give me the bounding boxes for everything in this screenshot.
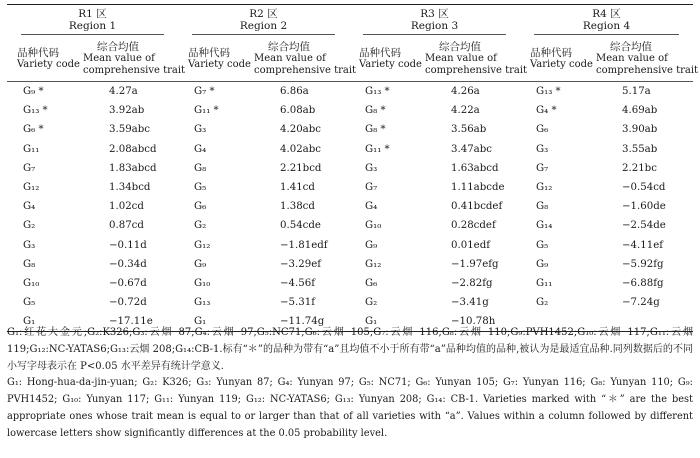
- mean-value-cell: −7.24g: [622, 297, 660, 309]
- variety-code-cell: G₁₄: [536, 220, 553, 232]
- region-title-en: Region 3: [363, 20, 506, 35]
- variety-code-header: [7, 37, 81, 82]
- region-title-en: Region 2: [192, 20, 335, 35]
- variety-code-cell: G₁₀: [194, 277, 211, 289]
- variety-code-cell: G₃: [194, 124, 207, 136]
- table-row: [7, 120, 693, 139]
- mean-value-header: [423, 37, 528, 82]
- variety-code-cell: G₆: [194, 201, 207, 213]
- mean-value-cell: 1.83abcd: [109, 162, 157, 174]
- variety-code-cell: G₂: [23, 220, 36, 232]
- mean-value-cell: 3.59abc: [109, 124, 150, 136]
- region-title-zh: R4 区: [592, 7, 621, 20]
- variety-code-cell: G₁₂: [536, 182, 553, 194]
- variety-code-header-zh: 品种代码: [359, 46, 401, 59]
- variety-code-cell: G₁₁: [23, 143, 40, 155]
- table-row: [7, 178, 693, 197]
- mean-value-cell: 4.20abc: [280, 124, 321, 136]
- mean-value-cell: 0.28cdef: [451, 220, 496, 232]
- mean-value-cell: 2.08abcd: [109, 143, 157, 155]
- mean-value-cell: 6.08ab: [280, 105, 316, 117]
- mean-value-cell: 3.55ab: [622, 143, 658, 155]
- mean-value-header-zh: 综合均值: [610, 40, 652, 53]
- variety-code-cell: G₁₃: [194, 297, 211, 309]
- mean-value-header: [81, 37, 186, 82]
- mean-value-cell: 3.92ab: [109, 105, 145, 117]
- mean-value-cell: −3.29ef: [280, 258, 322, 270]
- variety-code-header: [349, 37, 423, 82]
- table-row: [7, 255, 693, 274]
- variety-code-header-en: Variety code: [530, 59, 593, 70]
- mean-value-cell: 1.02cd: [109, 201, 144, 213]
- mean-value-cell: −2.54de: [622, 220, 666, 232]
- variety-code-cell: G₁₂: [194, 239, 211, 251]
- region-header: [520, 5, 693, 38]
- table-row: [7, 236, 693, 255]
- mean-value-header-en1: Mean value of: [425, 53, 497, 65]
- mean-value-header-en2: comprehensive trait: [83, 64, 186, 76]
- mean-value-header-en2: comprehensive trait: [425, 64, 528, 76]
- variety-code-cell: G₆ *: [23, 124, 44, 136]
- variety-code-cell: G₁₀: [365, 220, 382, 232]
- variety-code-header-en: Variety code: [17, 59, 80, 70]
- mean-value-cell: 0.54cde: [280, 220, 321, 232]
- variety-code-header-en: Variety code: [359, 59, 422, 70]
- variety-code-header-en: Variety code: [188, 59, 251, 70]
- region-title-zh: R2 区: [249, 7, 278, 20]
- region-title-zh: R1 区: [78, 7, 107, 20]
- mean-value-cell: 1.11abcde: [451, 182, 505, 194]
- mean-value-cell: 3.90ab: [622, 124, 658, 136]
- mean-value-header-en2: comprehensive trait: [596, 64, 699, 76]
- mean-value-cell: −1.60de: [622, 201, 666, 213]
- variety-code-cell: G₅: [194, 182, 207, 194]
- mean-value-cell: −17.11e: [81, 312, 178, 332]
- variety-code-cell: G₈: [23, 258, 36, 270]
- variety-code-header: [178, 37, 252, 82]
- region-header-row: [7, 5, 693, 38]
- variety-code-cell: G₉: [536, 258, 549, 270]
- variety-code-cell: G₆: [536, 124, 549, 136]
- variety-code-cell: G₈: [536, 201, 549, 213]
- variety-code-header-zh: 品种代码: [530, 46, 572, 59]
- variety-code-cell: G₉ *: [23, 86, 44, 98]
- variety-code-cell: G₄: [365, 201, 378, 213]
- mean-value-cell: −1.97efg: [451, 258, 499, 270]
- mean-value-cell: 0.41bcdef: [451, 201, 503, 213]
- mean-value-cell: −2.82fg: [451, 277, 493, 289]
- mean-value-cell: 0.87cd: [109, 220, 144, 232]
- variety-code-cell: G₇: [365, 182, 378, 194]
- region-title-zh: R3 区: [420, 7, 449, 20]
- mean-value-cell: 1.38cd: [280, 201, 315, 213]
- variety-code-header-zh: 品种代码: [17, 46, 59, 59]
- variety-code-cell: G₁₁ *: [194, 105, 219, 117]
- mean-value-cell: −5.31f: [280, 297, 315, 309]
- variety-code-cell: G₂: [536, 297, 549, 309]
- mean-value-cell: 1.63abcd: [451, 162, 499, 174]
- mean-value-header-en1: Mean value of: [254, 53, 326, 65]
- mean-value-cell: 4.02abc: [280, 143, 321, 155]
- variety-code-cell: G₇ *: [194, 86, 215, 98]
- variety-code-cell: G₉: [365, 239, 378, 251]
- variety-code-cell: G₁₃ *: [536, 86, 561, 98]
- mean-value-cell: 2.21bc: [622, 162, 657, 174]
- mean-value-cell: −4.11ef: [622, 239, 664, 251]
- mean-value-header-zh: 综合均值: [97, 40, 139, 53]
- results-table: [7, 4, 699, 332]
- region-header: [349, 5, 520, 38]
- variety-code-cell: G₉: [194, 258, 207, 270]
- variety-code-cell: G₈ *: [365, 105, 386, 117]
- mean-value-cell: −3.41g: [451, 297, 489, 309]
- mean-value-cell: −6.88fg: [622, 277, 664, 289]
- variety-code-header: [520, 37, 594, 82]
- variety-code-cell: G₅: [23, 297, 36, 309]
- variety-code-cell: G₁: [178, 312, 252, 332]
- mean-value-cell: 2.21bcd: [280, 162, 322, 174]
- mean-value-cell: −0.54cd: [622, 182, 666, 194]
- variety-code-cell: G₄: [23, 201, 36, 213]
- region-header: [178, 5, 349, 38]
- footnote-english: G₁: Hong-hua-da-jin-yuan; G₂: K326; G₃: Yunyan 87; G₄: Yunyan 97; G₅: NC71; G₆: Yunyan 105; G₇: Yunyan 116; G₈: Yunyan 110; G₉: PVH1452; G₁₀: Yunyan 117; G₁₁: Yunyan 119; G₁₂: NC-YATAS6; G₁₃: Yunyan 208; G₁₄: CB-1. Varieties marked with “＊” are the best appropriate ones whose trait mean is equal to or larger than that of all varieties with “a”. Values within a column followed by different lowercase letters show significantly differences at the 0.05 probability level.: [7, 377, 693, 439]
- variety-code-cell: G₈: [194, 162, 207, 174]
- mean-value-header-zh: 综合均值: [268, 40, 310, 53]
- mean-value-header-zh: 综合均值: [439, 40, 481, 53]
- mean-value-cell: 0.01edf: [451, 239, 491, 251]
- mean-value-cell: −11.74g: [252, 312, 349, 332]
- mean-value-cell: 5.17a: [622, 86, 651, 98]
- mean-value-cell: 4.26a: [451, 86, 480, 98]
- variety-code-cell: G₄ *: [536, 105, 557, 117]
- variety-code-cell: G₂: [194, 220, 207, 232]
- variety-code-cell: G₁₃ *: [365, 86, 390, 98]
- mean-value-cell: −0.34d: [109, 258, 147, 270]
- variety-code-cell: G₁₂: [23, 182, 40, 194]
- table-row: [7, 159, 693, 178]
- variety-code-cell: G₁: [349, 312, 423, 332]
- mean-value-cell: −0.11d: [109, 239, 147, 251]
- mean-value-cell: −0.67d: [109, 277, 147, 289]
- mean-value-header-en1: Mean value of: [83, 53, 155, 65]
- mean-value-cell: −1.81edf: [280, 239, 328, 251]
- table-row: [7, 82, 693, 102]
- variety-code-cell: G₁₂: [365, 258, 382, 270]
- region-header: [7, 5, 178, 38]
- variety-code-cell: G₂: [365, 297, 378, 309]
- table-row: [7, 197, 693, 216]
- mean-value-header: [252, 37, 357, 82]
- variety-code-cell: G₃: [536, 143, 549, 155]
- mean-value-cell: −5.92fg: [622, 258, 664, 270]
- variety-code-cell: G₁₀: [23, 277, 40, 289]
- variety-code-cell: G₁₃ *: [23, 105, 48, 117]
- mean-value-header-en1: Mean value of: [596, 53, 668, 65]
- footnote-chinese: G₁:红花大金元;G₂:K326;G₃:云烟 87;G₄:云烟 97;G₅:NC71;G₆:云烟 105;G₇:云烟 116;G₈:云烟 110;G₉:PVH1452;G₁₀:云烟 117;G₁₁:云烟 119;G₁₂:NC-YATAS6;G₁₃:云烟 208;G₁₄:CB-1.标有“＊”的品种为带有“a”且均值不小于所有带“a”品种均值的品种,被认为是最适宜品种.同列数据后的不同小写字母表示在 P<0.05 水平差异有统计学意义.: [7, 327, 693, 372]
- mean-value-cell: 4.69ab: [622, 105, 658, 117]
- variety-code-cell: G₁: [7, 312, 81, 332]
- variety-code-cell: G₈ *: [365, 124, 386, 136]
- variety-code-cell: G₇: [536, 162, 549, 174]
- mean-value-header: [594, 37, 699, 82]
- mean-value-cell: −0.72d: [109, 297, 147, 309]
- mean-value-header-en2: comprehensive trait: [254, 64, 357, 76]
- variety-code-cell: G₇: [23, 162, 36, 174]
- variety-code-header-zh: 品种代码: [188, 46, 230, 59]
- mean-value-cell: 3.56ab: [451, 124, 487, 136]
- region-title-en: Region 4: [534, 20, 679, 35]
- mean-value-cell: 1.41cd: [280, 182, 315, 194]
- table-row: [7, 293, 693, 312]
- table-row: [7, 274, 693, 293]
- column-header-row: [7, 37, 693, 82]
- variety-code-cell: G₁₁: [536, 277, 553, 289]
- mean-value-cell: −4.56f: [280, 277, 315, 289]
- variety-code-cell: G₃: [365, 162, 378, 174]
- variety-code-cell: G₃: [23, 239, 36, 251]
- mean-value-cell: 4.27a: [109, 86, 138, 98]
- mean-value-cell: 1.34bcd: [109, 182, 151, 194]
- variety-code-cell: G₁₁ *: [365, 143, 390, 155]
- variety-code-cell: G₅: [536, 239, 549, 251]
- table-row: [7, 140, 693, 159]
- variety-code-cell: G₆: [365, 277, 378, 289]
- mean-value-cell: 6.86a: [280, 86, 309, 98]
- table-row: [7, 216, 693, 235]
- mean-value-cell: −10.78h: [423, 312, 520, 332]
- table-row: [7, 101, 693, 120]
- variety-code-cell: G₄: [194, 143, 207, 155]
- mean-value-cell: 3.47abc: [451, 143, 492, 155]
- region-title-en: Region 1: [21, 20, 164, 35]
- mean-value-cell: 4.22a: [451, 105, 480, 117]
